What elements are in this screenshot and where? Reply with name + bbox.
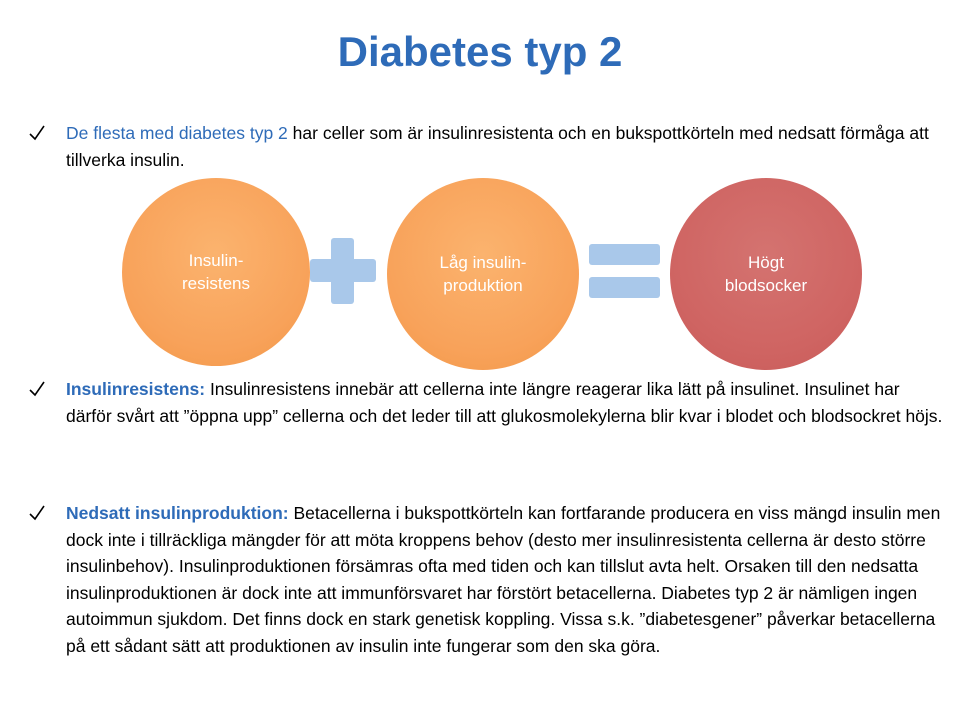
insulin-resistance-text: Insulinresistens innebär att cellerna inte längre reagerar lika lätt på insulinet. Insulinet har därför svårt att ”öppna upp” cellerna och det leder till att glukosmolekylerna blir kvar i blodet och blodsockret höjs. <box>66 379 943 426</box>
circle-high-blood-sugar <box>670 178 862 370</box>
reduced-insulin-production-bullet <box>28 500 940 659</box>
checkmark-icon <box>28 380 46 398</box>
insulin-resistance-bullet <box>28 376 943 429</box>
circle-high-blood-sugar-label: Högt blodsocker <box>724 253 808 295</box>
checkmark-icon <box>28 124 46 142</box>
checkmark-icon <box>28 504 46 522</box>
reduced-insulin-production-highlight: Nedsatt insulinproduktion: <box>66 503 289 523</box>
page-title: Diabetes typ 2 <box>337 28 623 75</box>
intro-text: har celler som är insulinresistenta och en bukspottkörteln med nedsatt förmåga att tillverka insulin. <box>66 123 929 170</box>
reduced-insulin-production-text: Betacellerna i bukspottkörteln kan fortfarande producera en viss mängd insulin men dock inte i tillräckliga mängder för att möta kroppens behov (desto mer insulinresistenta cellerna är desto större insulinbehov). Insulinproduktionen försämras ofta med tiden och kan tillslut avta helt. Orsaken till den nedsatta insulinproduktionen är dock inte att immunförsvaret har förstört betacellerna. Diabetes typ 2 är nämligen ingen autoimmun sjukdom. Det finns dock en stark genetisk koppling. Vissa s.k. ”diabetesgener” påverkar betacellerna på ett sådant sätt att produktionen av insulin inte fungerar som den ska göra. <box>66 503 941 656</box>
insulin-resistance-highlight: Insulinresistens: <box>66 379 206 399</box>
intro-highlight: De flesta med diabetes typ 2 <box>66 123 288 143</box>
circle-low-insulin-production-label: Låg insulin- produktion <box>439 253 527 295</box>
circle-insulin-resistance <box>122 178 310 366</box>
circle-insulin-resistance-label: Insulin- resistens <box>181 251 251 293</box>
circle-low-insulin-production <box>387 178 579 370</box>
intro-bullet <box>28 120 940 173</box>
